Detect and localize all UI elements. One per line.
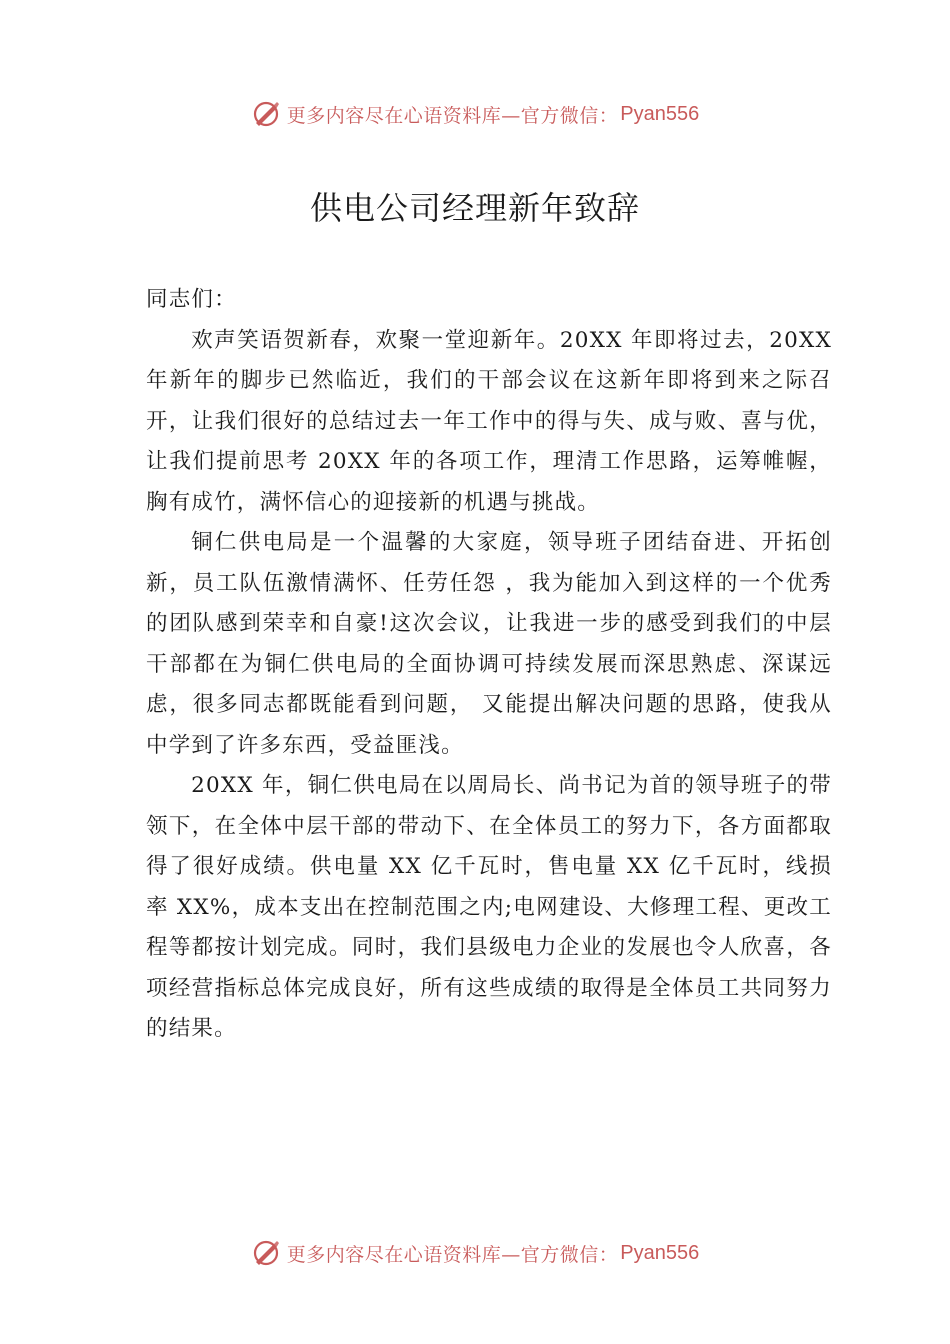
pen-logo-icon — [251, 1238, 281, 1268]
document-body — [146, 280, 832, 1050]
header-banner — [0, 94, 950, 134]
banner-text: 更多内容尽在心语资料库—官方微信： — [286, 1243, 619, 1266]
paragraph-2: 铜仁供电局是一个温馨的大家庭，领导班子团结奋进、开拓创新，员工队伍激情满怀、任劳任怨 ，我为能加入到这样的一个优秀的团队感到荣幸和自豪!这次会议，让我进一步的感受到我们的中层干部都在为铜仁供电局的全面协调可持续发展而深思熟虑、深谋远虑，很多同志都既能看到问题， 又能提出解决问题的思路，使我从中学到了许多东西，受益匪浅。 — [146, 530, 832, 758]
banner-wechat-id: Pyan556 — [620, 1241, 700, 1264]
pen-logo-icon — [251, 99, 281, 129]
paragraph-1: 欢声笑语贺新春，欢聚一堂迎新年。20XX 年即将过去，20XX 年新年的脚步已然临近，我们的干部会议在这新年即将到来之际召开，让我们很好的总结过去一年工作中的得与失、成与败、喜与优，让我们提前思考 20XX 年的各项工作，理清工作思路，运筹帷幄，胸有成竹，满怀信心的迎接新的机遇与挑战。 — [146, 327, 832, 515]
banner-wechat-id: Pyan556 — [620, 102, 700, 125]
footer-banner — [0, 1233, 950, 1273]
banner-text: 更多内容尽在心语资料库—官方微信： — [286, 104, 619, 127]
document-title: 供电公司经理新年致辞 — [309, 189, 640, 227]
paragraph-3: 20XX 年，铜仁供电局在以周局长、尚书记为首的领导班子的带领下，在全体中层干部的带动下、在全体员工的努力下，各方面都取得了很好成绩。供电量 XX 亿千瓦时，售电量 XX 亿千瓦时，线损率 XX%，成本支出在控制范围之内;电网建设、大修理工程、更改工程等都按计划完成。同时，我们县级电力企业的发展也令人欣喜，各项经营指标总体完成良好，所有这些成绩的取得是全体员工共同努力的结果。 — [146, 773, 832, 1041]
salutation: 同志们： — [146, 287, 237, 312]
